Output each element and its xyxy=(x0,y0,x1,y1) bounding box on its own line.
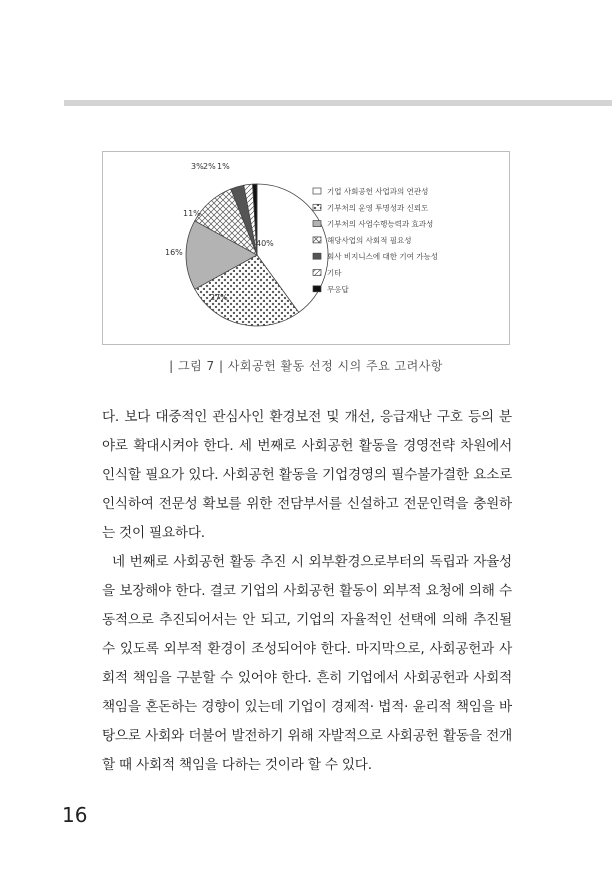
legend-label: 해당사업의 사회적 필요성 xyxy=(327,235,412,245)
legend-swatch xyxy=(313,237,321,243)
chart-legend xyxy=(313,186,438,294)
figure-frame xyxy=(102,151,510,345)
pie-data-label: 40% xyxy=(256,239,274,248)
body-text xyxy=(102,403,512,780)
pie-data-label: 27% xyxy=(210,293,228,302)
pie-data-label: 2% xyxy=(203,162,216,171)
header-rule xyxy=(64,100,612,106)
pie-slices xyxy=(186,184,328,326)
legend-label: 기부처의 사업수행능력과 효과성 xyxy=(327,219,434,229)
paragraph: 다. 보다 대중적인 관심사인 환경보전 및 개선, 응급재난 구호 등의 분야로 확대시켜야 한다. 세 번째로 사회공헌 활동을 경영전략 차원에서 인식할 필요가 있다. 사회공헌 활동을 기업경영의 필수불가결한 요소로 인식하여 전문성 확보를 위한 전담부서를 신설하고 전문인력을 충원하는 것이 필요하다. xyxy=(102,409,512,541)
pie-data-label: 3% xyxy=(191,162,204,171)
legend-label: 무응답 xyxy=(327,284,349,294)
legend-label: 기업 사회공헌 사업과의 연관성 xyxy=(327,187,429,196)
pie-data-label: 16% xyxy=(165,248,183,257)
page-number: 16 xyxy=(62,803,88,827)
legend-swatch xyxy=(313,221,321,227)
pie-data-label: 1% xyxy=(217,162,230,171)
legend-swatch xyxy=(313,286,321,292)
figure-caption: | 그림 7 | 사회공헌 활동 선정 시의 주요 고려사항 xyxy=(169,359,443,373)
legend-swatch xyxy=(313,188,321,194)
legend-label: 회사 비지니스에 대한 기여 가능성 xyxy=(327,252,438,262)
legend-label: 기부처의 운영 투명성과 신뢰도 xyxy=(327,203,429,213)
legend-swatch xyxy=(313,270,321,276)
legend-swatch xyxy=(313,204,321,210)
legend-label: 기타 xyxy=(327,268,342,278)
pie-data-label: 11% xyxy=(183,209,201,218)
paragraph: 네 번째로 사회공헌 활동 추진 시 외부환경으로부터의 독립과 자율성을 보장해야 한다. 결코 기업의 사회공헌 활동이 외부적 요청에 의해 수동적으로 추진되어서는 안 되고, 기업의 자율적인 선택에 의해 추진될 수 있도록 외부적 환경이 조성되어야 한다. 마지막으로, 사회공헌과 사회적 책임을 구분할 수 있어야 한다. 흔히 기업에서 사회공헌과 사회적 책임을 혼돈하는 경향이 있는데 기업이 경제적· 법적· 윤리적 책임을 바탕으로 사회와 더불어 발전하기 위해 자발적으로 사회공헌 활동을 전개할 때 사회적 책임을 다하는 것이라 할 수 있다. xyxy=(102,554,512,773)
legend-swatch xyxy=(313,253,321,259)
pie-chart xyxy=(103,152,511,346)
